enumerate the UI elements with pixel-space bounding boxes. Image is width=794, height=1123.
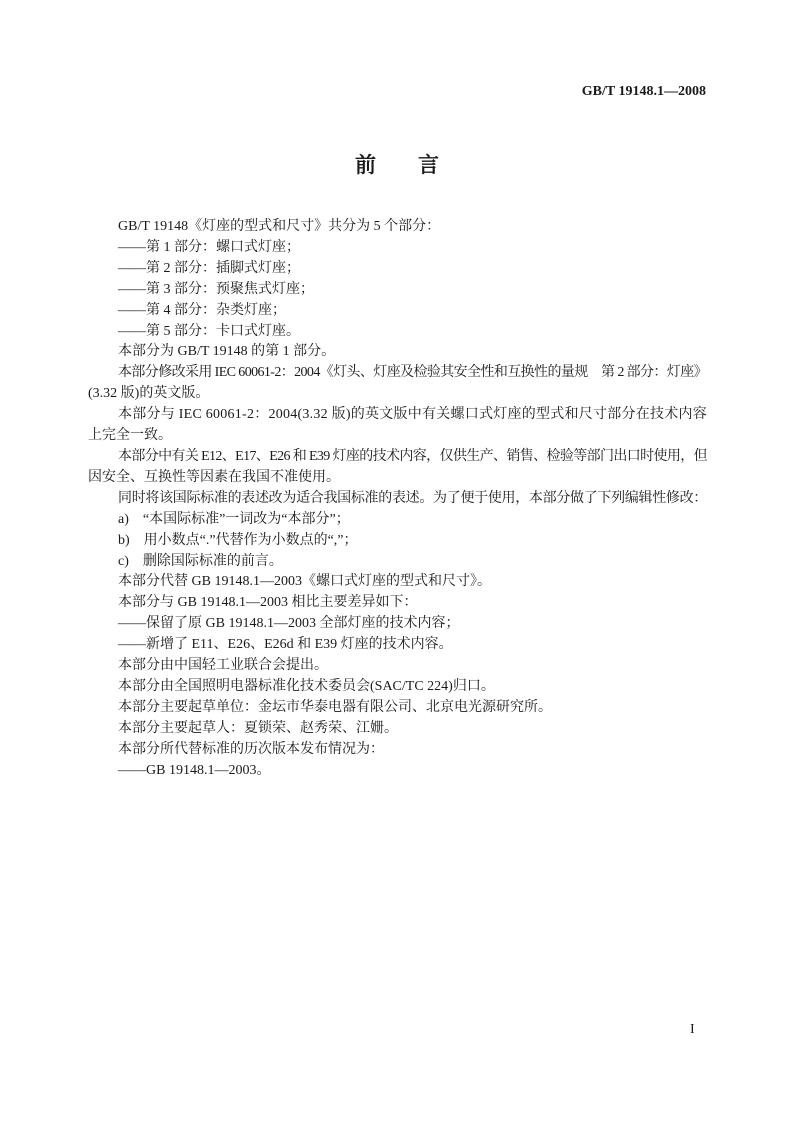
paragraph-line-text: 本部分与 GB 19148.1—2003 相比主要差异如下：	[118, 595, 418, 611]
paragraph-line	[88, 405, 707, 426]
paragraph-line-text: c) 删除国际标准的前言。	[118, 553, 283, 569]
foreword-paragraph	[88, 531, 707, 552]
foreword-paragraph	[88, 698, 707, 719]
page-title: 前 言	[355, 153, 450, 177]
foreword-paragraph	[88, 552, 707, 573]
foreword-paragraph	[88, 677, 707, 698]
paragraph-line	[88, 656, 707, 677]
paragraph-line-text: ——新增了 E11、E26、E26d 和 E39 灯座的技术内容。	[118, 637, 453, 653]
paragraph-line-text: 本部分主要起草人：夏锁荣、赵秀荣、江姗。	[118, 720, 398, 736]
paragraph-line-text: ——第 2 部分：插脚式灯座；	[118, 260, 300, 276]
foreword-paragraph	[88, 322, 707, 343]
paragraph-line	[88, 510, 707, 531]
paragraph-line	[88, 677, 707, 698]
foreword-paragraph	[88, 761, 707, 782]
paragraph-line-text: 本部分与 IEC 60061-2：2004(3.32 版)的英文版中有关螺口式灯座的型式和尺寸部分在技术内容	[118, 407, 707, 423]
paragraph-line-text: 本部分中有关 E12、E17、E26 和 E39 灯座的技术内容，仅供生产、销售、检验等部门出口时使用，但	[118, 448, 707, 464]
paragraph-line-text: 本部分主要起草单位：金坛市华泰电器有限公司、北京电光源研究所。	[118, 699, 552, 715]
foreword-paragraph	[88, 593, 707, 614]
foreword-paragraph	[88, 342, 707, 363]
page-number: I	[690, 1022, 695, 1037]
paragraph-line-text: 本部分代替 GB 19148.1—2003《螺口式灯座的型式和尺寸》。	[118, 574, 491, 590]
paragraph-line-text: ——保留了原 GB 19148.1—2003 全部灯座的技术内容；	[118, 616, 460, 632]
paragraph-line	[88, 447, 707, 468]
paragraph-line	[88, 531, 707, 552]
paragraph-line-text: 本部分由全国照明电器标准化技术委员会(SAC/TC 224)归口。	[118, 678, 495, 694]
paragraph-line	[88, 259, 707, 280]
foreword-paragraph	[88, 572, 707, 593]
paragraph-line	[88, 301, 707, 322]
foreword-paragraph	[88, 280, 707, 301]
paragraph-line	[88, 322, 707, 343]
foreword-paragraph	[88, 510, 707, 531]
foreword-paragraph	[88, 656, 707, 677]
paragraph-line-text: ——第 3 部分：预聚焦式灯座；	[118, 281, 314, 297]
foreword-paragraph	[88, 405, 707, 447]
paragraph-line	[88, 363, 707, 384]
foreword-paragraph	[88, 363, 707, 405]
paragraph-line	[88, 635, 707, 656]
paragraph-line-text: 本部分由中国轻工业联合会提出。	[118, 658, 328, 674]
paragraph-line	[88, 719, 707, 740]
paragraph-line-text: ——第 5 部分：卡口式灯座。	[118, 323, 300, 339]
paragraph-line	[88, 217, 707, 238]
paragraph-line-text: 本部分修改采用 IEC 60061-2：2004《灯头、灯座及检验其安全性和互换性的量规 第 2 部分：灯座》	[118, 365, 707, 381]
paragraph-line	[88, 489, 707, 510]
paragraph-line-text: b) 用小数点“.”代替作为小数点的“,”；	[118, 532, 358, 548]
paragraph-line-text: 上完全一致。	[88, 428, 172, 444]
paragraph-line	[88, 593, 707, 614]
foreword-paragraph	[88, 217, 707, 238]
paragraph-line	[88, 614, 707, 635]
paragraph-line	[88, 761, 707, 782]
paragraph-line-text: 同时将该国际标准的表述改为适合我国标准的表述。为了便于使用，本部分做了下列编辑性修改：	[118, 490, 707, 506]
paragraph-line	[88, 426, 707, 447]
paragraph-line-text: ——第 1 部分：螺口式灯座；	[118, 239, 300, 255]
paragraph-line-text: a) “本国际标准”一词改为“本部分”；	[118, 511, 350, 527]
foreword-paragraph	[88, 740, 707, 761]
foreword-paragraph	[88, 238, 707, 259]
paragraph-line	[88, 342, 707, 363]
paragraph-line	[88, 384, 707, 405]
paragraph-line-text: 本部分为 GB/T 19148 的第 1 部分。	[118, 344, 336, 360]
paragraph-line-text: GB/T 19148《灯座的型式和尺寸》共分为 5 个部分：	[118, 219, 441, 234]
paragraph-line-text: ——GB 19148.1—2003。	[118, 762, 271, 778]
foreword-paragraph	[88, 489, 707, 510]
foreword-paragraph	[88, 614, 707, 635]
paragraph-line	[88, 238, 707, 259]
paragraph-line-text: (3.32 版)的英文版。	[88, 386, 210, 402]
foreword-paragraph	[88, 447, 707, 489]
paragraph-line-text: 本部分所代替标准的历次版本发布情况为：	[118, 741, 384, 757]
paragraph-line-text: 因安全、互换性等因素在我国不准使用。	[88, 469, 340, 485]
standard-number-header: GB/T 19148.1—2008	[581, 84, 706, 99]
foreword-paragraph	[88, 635, 707, 656]
foreword-body	[88, 217, 707, 781]
paragraph-line	[88, 740, 707, 761]
foreword-paragraph	[88, 719, 707, 740]
paragraph-line	[88, 572, 707, 593]
paragraph-line-text: ——第 4 部分：杂类灯座；	[118, 302, 286, 318]
paragraph-line	[88, 280, 707, 301]
foreword-paragraph	[88, 301, 707, 322]
foreword-paragraph	[88, 259, 707, 280]
paragraph-line	[88, 552, 707, 573]
paragraph-line	[88, 468, 707, 489]
paragraph-line	[88, 698, 707, 719]
